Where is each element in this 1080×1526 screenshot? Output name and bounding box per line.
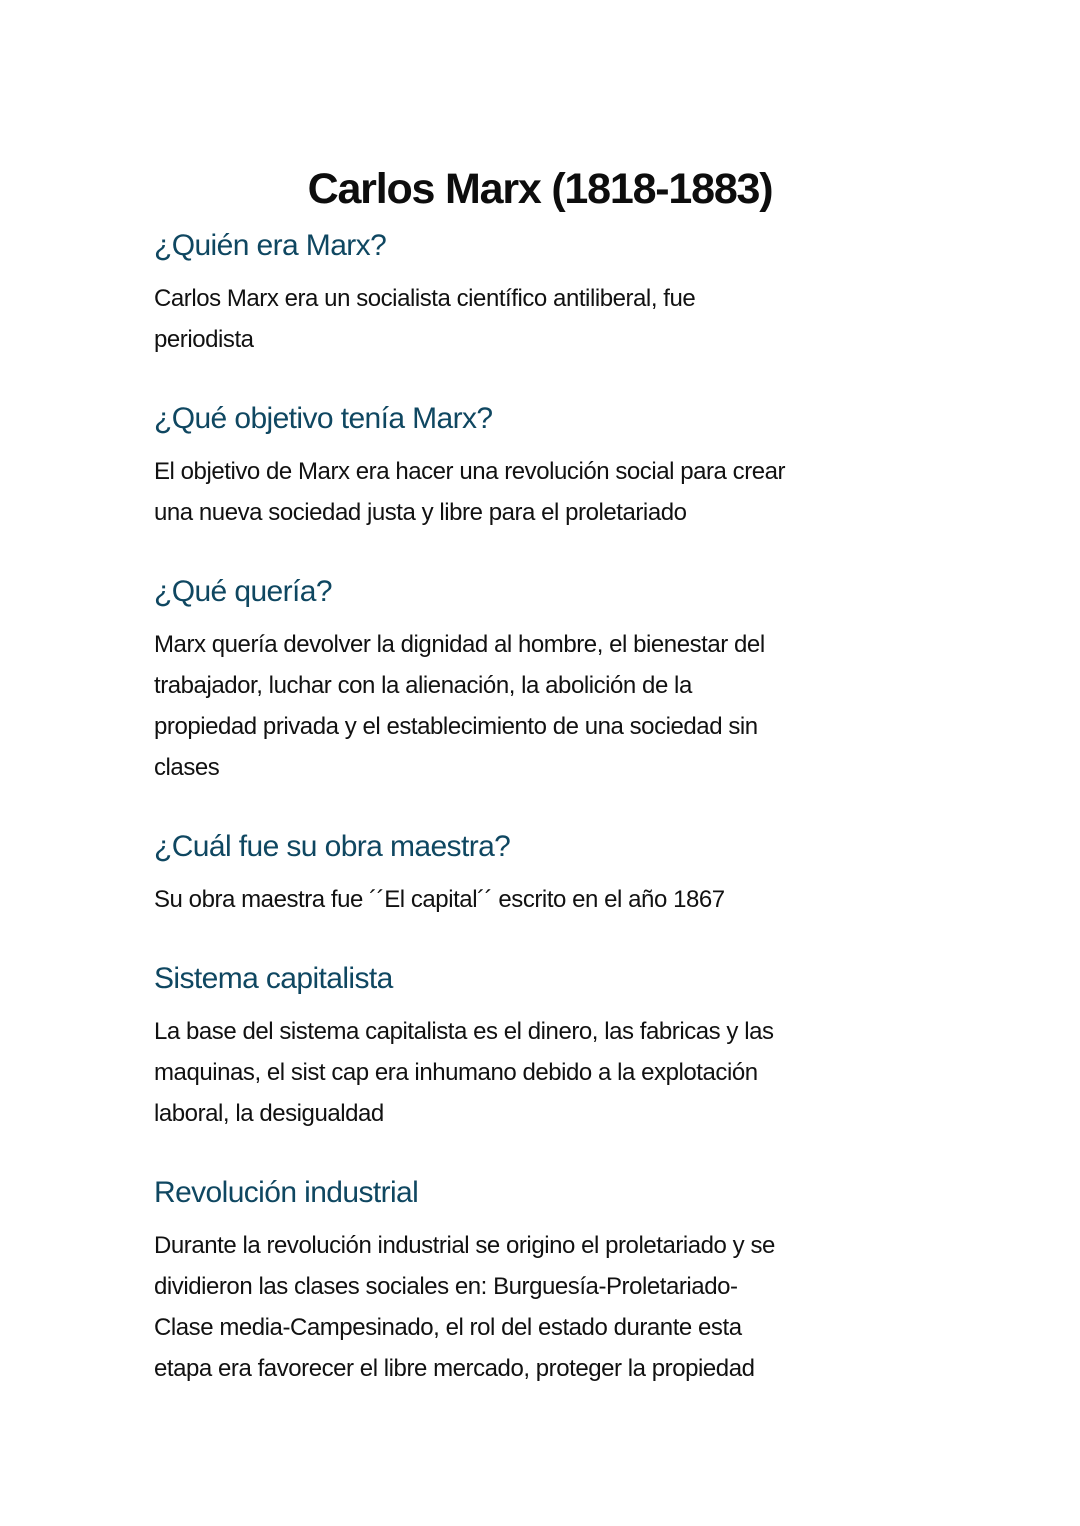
body-line: El objetivo de Marx era hacer una revolución social para crear xyxy=(154,458,786,485)
section-body xyxy=(154,451,934,533)
section-body xyxy=(154,1225,934,1389)
section-revolucion-industrial xyxy=(154,1173,934,1389)
document-title: Carlos Marx (1818-1883) xyxy=(307,164,773,213)
body-line: Marx quería devolver la dignidad al hombre, el bienestar del xyxy=(154,631,765,658)
section-obra-maestra xyxy=(154,827,934,920)
body-line: Clase media-Campesinado, el rol del estado durante esta xyxy=(154,1314,742,1341)
section-sistema-capitalista xyxy=(154,959,934,1134)
body-line: Carlos Marx era un socialista científico antiliberal, fue xyxy=(154,285,696,312)
body-line: trabajador, luchar con la alienación, la abolición de la xyxy=(154,672,692,699)
body-line: dividieron las clases sociales en: Burguesía-Proletariado- xyxy=(154,1273,738,1300)
body-line: La base del sistema capitalista es el dinero, las fabricas y las xyxy=(154,1018,774,1045)
section-heading: ¿Cuál fue su obra maestra? xyxy=(154,830,511,863)
body-line: maquinas, el sist cap era inhumano debido a la explotación xyxy=(154,1059,758,1086)
body-line: clases xyxy=(154,754,220,781)
body-line: laboral, la desigualdad xyxy=(154,1100,384,1127)
section-que-queria xyxy=(154,572,934,788)
section-quien-era-marx xyxy=(154,226,934,360)
section-heading: Revolución industrial xyxy=(154,1176,419,1209)
section-body xyxy=(154,278,934,360)
body-line: etapa era favorecer el libre mercado, proteger la propiedad xyxy=(154,1355,755,1382)
section-heading: ¿Quién era Marx? xyxy=(154,229,387,262)
section-objetivo xyxy=(154,399,934,533)
body-line: propiedad privada y el establecimiento de una sociedad sin xyxy=(154,713,758,740)
body-line: Durante la revolución industrial se origino el proletariado y se xyxy=(154,1232,775,1259)
section-body xyxy=(154,1011,934,1134)
section-heading: ¿Qué quería? xyxy=(154,575,332,608)
body-line: Su obra maestra fue ´´El capital´´ escrito en el año 1867 xyxy=(154,886,725,913)
section-body xyxy=(154,624,934,788)
section-heading: Sistema capitalista xyxy=(154,962,393,995)
body-line: una nueva sociedad justa y libre para el proletariado xyxy=(154,499,687,526)
body-line: periodista xyxy=(154,326,254,353)
section-heading: ¿Qué objetivo tenía Marx? xyxy=(154,402,493,435)
section-body xyxy=(154,879,934,920)
